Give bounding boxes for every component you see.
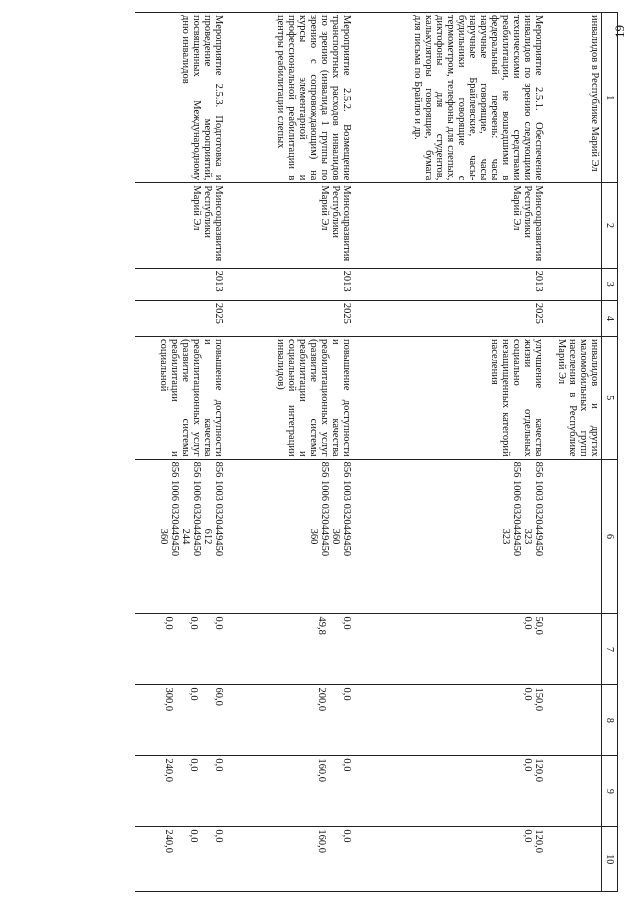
column-header: 2 [602, 183, 618, 268]
end-year-cell [546, 300, 602, 336]
budget-code-suffix: 323 [522, 528, 534, 545]
value: 0,0 [188, 616, 200, 630]
value-cell [354, 756, 546, 827]
budget-code: 856 1003 0320449450 [533, 461, 545, 557]
table-row [546, 13, 602, 892]
value: 0,0 [188, 687, 200, 701]
end-year-cell: 2025 [354, 300, 546, 336]
value: 200,0 [316, 687, 328, 712]
value-cell [136, 756, 226, 827]
rotated-page-content [108, 12, 618, 892]
result-cell: повышение доступности и качества реабилитационных услуг (развитие системы реабилитации и социальной интеграции инвалидов) [226, 336, 354, 459]
start-year-cell: 2013 [136, 268, 226, 300]
column-header: 1 [602, 13, 618, 183]
value-cell [226, 685, 354, 756]
executor-cell: Минсоцразвития Республики Марий Эл [354, 183, 546, 268]
start-year-cell: 2013 [354, 268, 546, 300]
value: 120,0 [533, 758, 545, 783]
value-cell [354, 685, 546, 756]
value-cell [546, 827, 602, 892]
value: 0,0 [188, 758, 200, 772]
value: 0,0 [341, 829, 353, 843]
value-cell [546, 614, 602, 685]
column-header: 4 [602, 300, 618, 336]
column-header: 10 [602, 827, 618, 892]
budget-code: 856 1006 0320449450 [169, 461, 181, 557]
result-cell: инвалидов и других маломобильных групп населения в Республике Марий Эл [546, 336, 602, 459]
program-table [136, 12, 619, 892]
value: 0,0 [163, 616, 175, 630]
code-cell [546, 459, 602, 614]
value: 120,0 [533, 829, 545, 854]
budget-code-suffix: 612 [202, 528, 214, 545]
table-row [354, 13, 546, 892]
table-row [226, 13, 354, 892]
activity-cell: Мероприятие 2.5.2. Возмещение транспортных расходов инвалидов по зрению (инвалида 1 группы по зрению с сопровождающим) на курсы элементарной и профессиональной реабилитации в центры реабилитации слепых [226, 13, 354, 183]
header-row [602, 13, 618, 892]
table-row [136, 13, 226, 892]
budget-code-suffix: 360 [158, 528, 170, 545]
budget-code-suffix: 360 [330, 528, 342, 545]
value: 0,0 [341, 758, 353, 772]
value: 0,0 [213, 758, 225, 772]
result-cell: повышение доступности и качества реабилитационных услуг (развитие системы реабилитации и социальной [136, 336, 226, 459]
activity-cell: Мероприятие 2.5.3. Подготовка и проведение мероприятий, посвященных Международному дню инвалидов [136, 13, 226, 183]
value: 300,0 [163, 687, 175, 712]
result-cell: улучшение качества жизни отдельных социально незащищенных категорий населения [354, 336, 546, 459]
end-year-cell: 2025 [226, 300, 354, 336]
budget-code: 856 1006 0320449450 [511, 461, 523, 557]
value-cell [136, 827, 226, 892]
value: 150,0 [533, 687, 545, 712]
column-header: 8 [602, 685, 618, 756]
value: 0,0 [522, 616, 534, 630]
value-cell [354, 827, 546, 892]
value: 50,0 [533, 616, 545, 635]
value-cell [226, 827, 354, 892]
budget-code-suffix: 323 [500, 528, 512, 545]
end-year-cell: 2025 [136, 300, 226, 336]
value: 0,0 [522, 829, 534, 843]
budget-code: 856 1003 0320449450 [213, 461, 225, 557]
budget-code-suffix: 244 [180, 528, 192, 545]
value: 240,0 [163, 758, 175, 783]
value: 160,0 [316, 758, 328, 783]
column-header: 7 [602, 614, 618, 685]
activity-cell: инвалидов в Республике Марий Эл [546, 13, 602, 183]
value: 240,0 [163, 829, 175, 854]
executor-cell [546, 183, 602, 268]
value: 0,0 [213, 829, 225, 843]
value: 160,0 [316, 829, 328, 854]
column-header: 3 [602, 268, 618, 300]
value-cell [546, 685, 602, 756]
executor-cell: Минсоцразвития Республики Марий Эл [136, 183, 226, 268]
value: 49,8 [316, 616, 328, 635]
value-cell [546, 756, 602, 827]
value-cell [354, 614, 546, 685]
value: 0,0 [522, 758, 534, 772]
column-header: 9 [602, 756, 618, 827]
column-header: 5 [602, 336, 618, 459]
start-year-cell [546, 268, 602, 300]
value-cell [226, 756, 354, 827]
executor-cell: Минсоцразвития Республики Марий Эл [226, 183, 354, 268]
value: 0,0 [522, 687, 534, 701]
code-cell [226, 459, 354, 614]
budget-code: 856 1003 0320449450 [341, 461, 353, 557]
value: 0,0 [341, 687, 353, 701]
code-cell [354, 459, 546, 614]
value-cell [136, 685, 226, 756]
column-header: 6 [602, 459, 618, 614]
budget-code-suffix: 360 [308, 528, 320, 545]
value-cell [226, 614, 354, 685]
value: 60,0 [213, 687, 225, 706]
budget-code: 856 1006 0320449450 [319, 461, 331, 557]
code-cell [136, 459, 226, 614]
value: 0,0 [213, 616, 225, 630]
activity-cell: Мероприятие 2.5.1. Обеспечение инвалидов по зрению следующими техническими средствами реабилитации, не вошедшими в федеральный перечень: часы наручные говорящие, часы наручные Брайлевские, часы-будильники говорящие с термометром, телефоны для слепых, диктофоны для студентов, калькуляторы говорящие, бумага для письма по Брайлю и др. [354, 13, 546, 183]
start-year-cell: 2013 [226, 268, 354, 300]
value: 0,0 [341, 616, 353, 630]
value: 0,0 [188, 829, 200, 843]
value-cell [136, 614, 226, 685]
budget-code: 856 1006 0320449450 [191, 461, 203, 557]
